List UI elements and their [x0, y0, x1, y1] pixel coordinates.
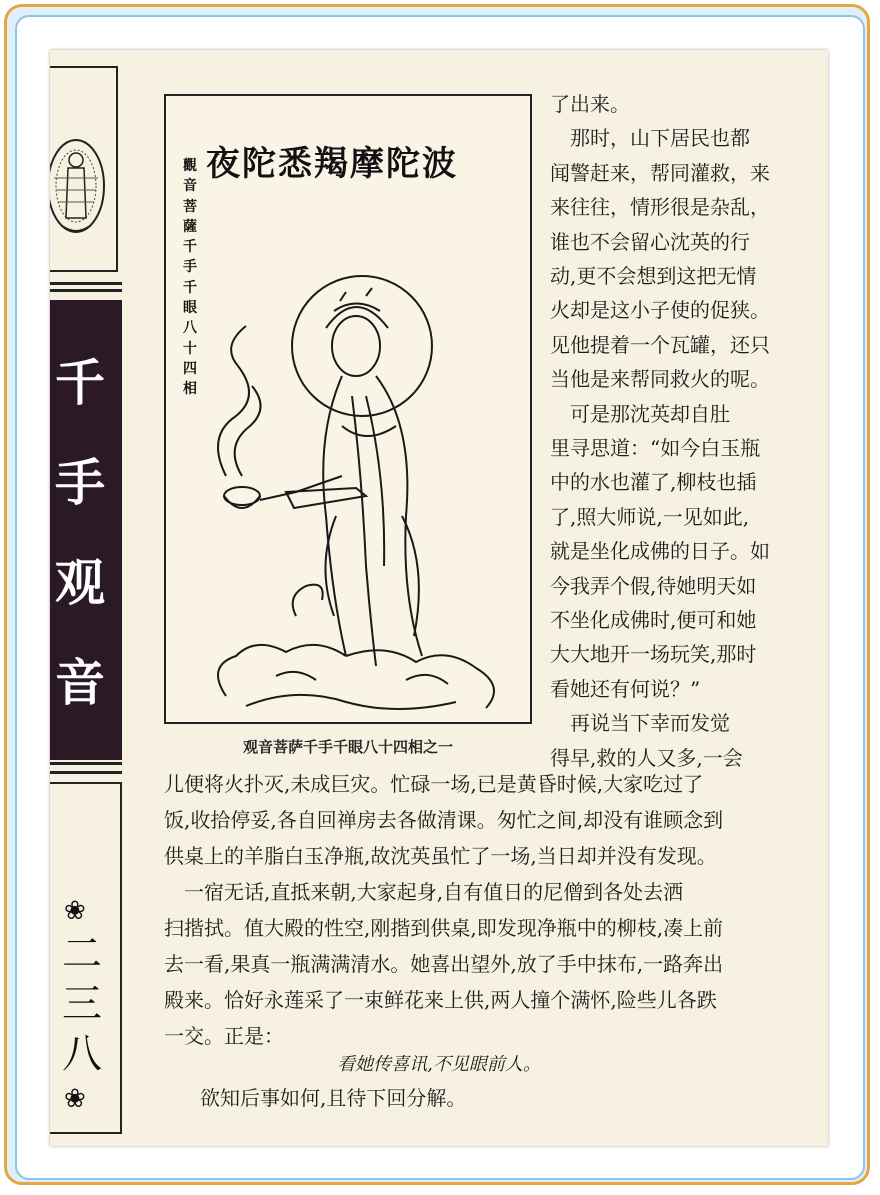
book-title-char: 观 [55, 553, 105, 612]
text-line: 见他提着一个瓦罐，还只 [550, 332, 770, 357]
text-line: 中的水也灌了,柳枝也插 [550, 470, 757, 495]
text-line: 闻警赶来，帮同灌救，来 [550, 160, 770, 185]
illustration-frame [164, 94, 532, 724]
book-page [50, 50, 828, 1146]
book-title-char: 千 [55, 353, 105, 412]
guanyin-figure-illustration [166, 96, 530, 722]
text-line: 可是那沈英却自肚 [550, 401, 730, 426]
text-line: 动,更不会想到这把无情 [550, 264, 757, 288]
illustration-inscription: 觀音菩薩千手千眼八十四相 [183, 158, 197, 398]
book-title-char: 音 [55, 653, 105, 712]
text-line: 火却是这小子使的促狭。 [550, 298, 770, 323]
text-line: 了出来。 [550, 92, 630, 116]
text-line: 供桌上的羊脂白玉净瓶,故沈英虽忙了一场,当日却并没有发现。 [164, 844, 717, 868]
text-line: 了,照大师说,一见如此, [550, 504, 750, 529]
text-line: 一宿无话,直抵来朝,大家起身,自有值日的尼僧到各处去洒 [164, 880, 684, 904]
side-divider-bottom [50, 762, 122, 774]
side-column [50, 50, 124, 1146]
text-line: 就是坐化成佛的日子。如 [550, 539, 770, 564]
text-line: 今我弄个假,待她明天如 [550, 573, 757, 598]
text-line: 当他是来帮同救火的呢。 [550, 367, 770, 392]
text-line: 不坐化成佛时,便可和她 [550, 608, 757, 632]
page-number-box [50, 782, 122, 1134]
text-line: 里寻思道：“如今白玉瓶 [550, 436, 761, 460]
text-line: 看她还有何说？” [550, 676, 701, 701]
text-line: 再说当下幸而发觉 [550, 711, 730, 736]
book-title-char: 手 [55, 453, 105, 512]
text-line: 那时，山下居民也都 [550, 126, 750, 151]
illustration-caption: 观音菩萨千手千眼八十四相之一 [242, 738, 453, 756]
illustration-heading: 夜陀悉羯摩陀波 [206, 144, 458, 184]
poem-line: 看她传喜讯,不见眼前人。 [337, 1054, 541, 1075]
text-line: 儿便将火扑灭,未成巨灾。忙碌一场,已是黄昏时候,大家吃过了 [164, 772, 704, 796]
flower-ornament-icon: ❀ [64, 896, 86, 926]
book-title-band [50, 300, 122, 760]
text-line: 来往往，情形很是杂乱， [550, 195, 770, 220]
text-line: 殿来。恰好永莲采了一束鲜花来上供,两人撞个满怀,险些儿各跌 [164, 988, 717, 1012]
guanyin-emblem-icon [50, 68, 116, 274]
text-line: 饭,收拾停妥,各自回禅房去各做清课。匆忙之间,却没有谁顾念到 [164, 808, 724, 832]
text-line: 去一看,果真一瓶满满清水。她喜出望外,放了手中抹布,一路奔出 [164, 952, 724, 976]
text-line: 扫揩拭。值大殿的性空,刚揩到供桌,即发现净瓶中的柳枝,凑上前 [164, 916, 724, 940]
flower-ornament-icon: ❀ [64, 1084, 86, 1114]
page-number-char: 二 [62, 931, 102, 977]
text-line: 一交。正是： [164, 1024, 284, 1048]
side-divider-top [50, 282, 122, 292]
page-number-char: 三 [62, 981, 102, 1027]
closing-line: 欲知后事如何,且待下回分解。 [180, 1086, 467, 1110]
page-number-char: 八 [62, 1031, 102, 1077]
text-line: 谁也不会留心沈英的行 [550, 229, 750, 254]
side-emblem-box [50, 66, 118, 272]
text-line: 大大地开一场玩笑,那时 [550, 642, 757, 667]
text-line: 得早,救的人又多,一会 [550, 745, 743, 770]
